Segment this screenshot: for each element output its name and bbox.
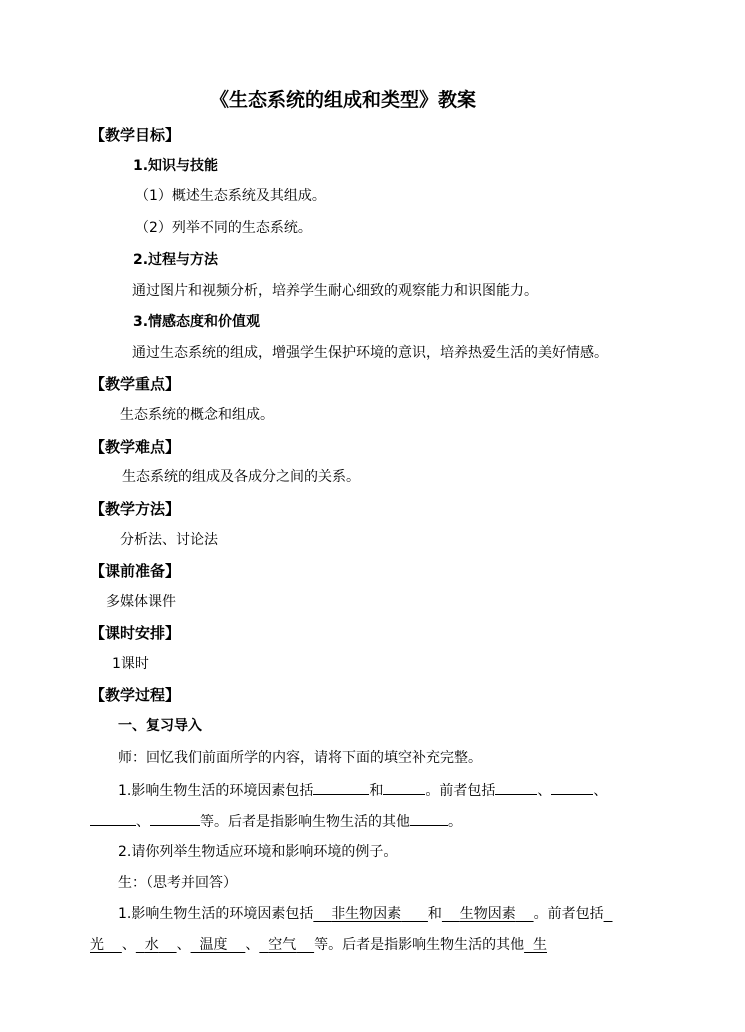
difficulties-heading: 【教学难点】 (90, 438, 181, 456)
q1-blank-4 (551, 780, 593, 795)
a1-text-1: 1.影响生物生活的环境因素包括 (118, 906, 314, 922)
q1-sep-1: 、 (537, 783, 552, 799)
a1-answer-3d: 空气 (268, 937, 297, 953)
a1-text-4: 等。后者是指影响生物生活的其他 (314, 937, 525, 953)
emotion-text: 通过生态系统的组成，增强学生保护环境的意识，培养热爱生活的美好情感。 (132, 345, 608, 361)
q1-blank-3 (495, 780, 537, 795)
q1-sep-2: 、 (593, 783, 608, 799)
a1-text-3: 。前者包括 (533, 906, 604, 922)
answer-1-line-2 (90, 936, 547, 954)
knowledge-label: 1.知识与技能 (133, 158, 219, 174)
question-1-line-1 (118, 780, 607, 800)
preparation-text: 多媒体课件 (106, 594, 176, 610)
a1-text-2: 和 (427, 906, 442, 922)
process-label: 2.过程与方法 (133, 252, 219, 268)
q1-blank-2 (383, 780, 425, 795)
q1-text-2: 和 (369, 783, 384, 799)
q1-blank-7 (410, 811, 448, 826)
a1-answer-4: 生 (533, 937, 547, 953)
key-points-heading: 【教学重点】 (90, 375, 181, 393)
schedule-text: 1课时 (112, 656, 149, 672)
q1-text-1: 1.影响生物生活的环境因素包括 (118, 783, 314, 799)
key-points-text: 生态系统的概念和组成。 (120, 407, 274, 423)
q1-sep-3: 、 (136, 814, 150, 830)
q1-blank-1 (313, 780, 369, 795)
a1-sep-1: 、 (121, 937, 136, 953)
review-intro-subheading: 一、复习导入 (118, 718, 202, 734)
q1-text-3: 。前者包括 (425, 783, 496, 799)
a1-answer-1: 非生物因素 (331, 906, 402, 922)
q1-text-5: 。 (448, 814, 462, 830)
a1-blank-tail (604, 906, 613, 922)
preparation-heading: 【课前准备】 (90, 562, 181, 580)
a1-sep-3: 、 (245, 937, 260, 953)
student-prompt: 生：（思考并回答） (118, 875, 237, 891)
q1-text-4: 等。后者是指影响生物生活的其他 (200, 814, 410, 830)
question-1-line-2 (90, 811, 462, 831)
emotion-label: 3.情感态度和价值观 (133, 314, 261, 330)
q1-blank-6 (150, 811, 200, 826)
question-2: 2.请你列举生物适应环境和影响环境的例子。 (118, 844, 398, 860)
methods-text: 分析法、讨论法 (120, 532, 218, 548)
process-text: 通过图片和视频分析，培养学生耐心细致的观察能力和识图能力。 (132, 283, 538, 299)
schedule-heading: 【课时安排】 (90, 624, 181, 642)
a1-answer-3b: 水 (144, 937, 159, 953)
objectives-heading: 【教学目标】 (90, 126, 181, 144)
knowledge-item-1: （1）概述生态系统及其组成。 (135, 188, 326, 204)
document-title: 《生态系统的组成和类型》教案 (210, 89, 477, 111)
process-heading: 【教学过程】 (90, 686, 181, 704)
q1-blank-5 (90, 811, 136, 826)
answer-1-line-1 (118, 905, 613, 923)
a1-answer-3a: 光 (90, 937, 104, 953)
knowledge-item-2: （2）列举不同的生态系统。 (135, 220, 312, 236)
a1-answer-3c: 温度 (199, 937, 228, 953)
a1-answer-2: 生物因素 (459, 906, 516, 922)
difficulties-text: 生态系统的组成及各成分之间的关系。 (122, 469, 360, 485)
a1-sep-2: 、 (176, 937, 191, 953)
methods-heading: 【教学方法】 (90, 500, 181, 518)
teacher-prompt: 师：回忆我们前面所学的内容，请将下面的填空补充完整。 (118, 750, 482, 766)
